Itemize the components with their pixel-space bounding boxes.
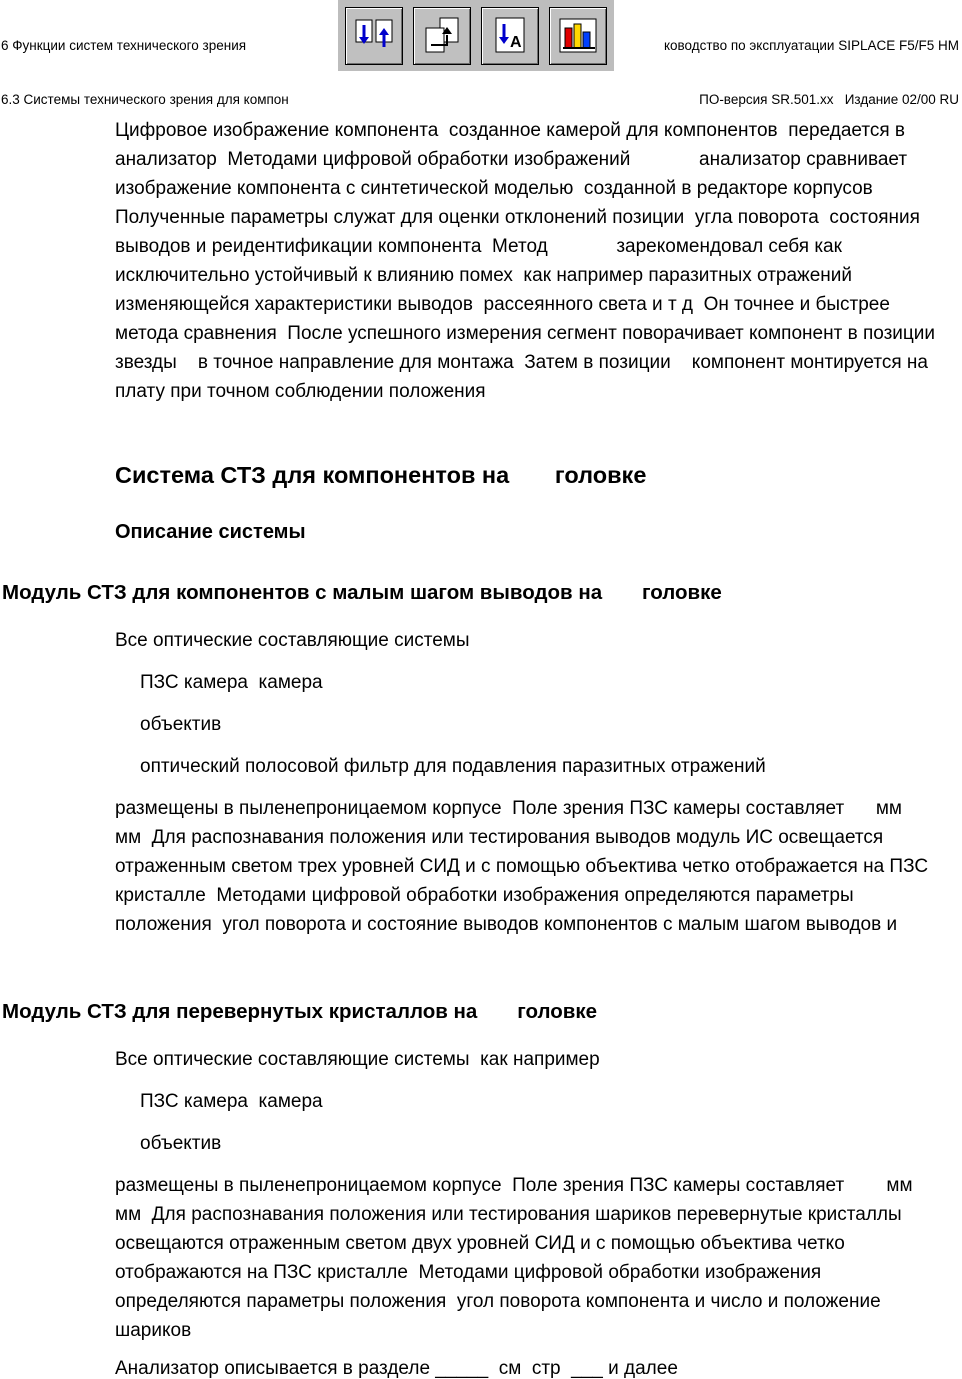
list-item: ПЗС камера камера xyxy=(140,672,323,693)
pages-sync-arrows-icon xyxy=(351,13,397,59)
toolbar-button-pages-sync[interactable] xyxy=(345,7,403,65)
toolbar xyxy=(338,0,614,71)
header-manual-title: ководство по эксплуатации SIPLACE F5/F5 HM xyxy=(663,38,959,53)
section-title: Система СТЗ для компонентов на головке xyxy=(115,462,647,488)
module1-body: размещены в пыленепроницаемом корпусе Поле зрения ПЗС камеры составляет мм мм Для распознавания положения или тестирования выводов модуль ИС освещается отраженным светом трех уровней СИД и с помощью объектива четко отображается на ПЗС кристалле Методами цифровой обработки изображения определяются параметры положения угол поворота и состояние выводов компонентов с малым шагом выводов и xyxy=(115,798,934,935)
svg-text:A: A xyxy=(510,33,522,51)
page-forward-arrow-icon xyxy=(419,13,465,59)
list-item: оптический полосовой фильтр для подавления паразитных отражений xyxy=(140,756,766,777)
header-chapter-line: 6 Функции систем технического зрения xyxy=(1,38,247,53)
list-item: объектив xyxy=(140,714,222,735)
page-body xyxy=(0,116,962,1379)
header-version-line: ПО-версия SR.501.xx Издание 02/00 RU xyxy=(699,92,959,107)
intro-paragraph: Цифровое изображение компонента созданное камерой для компонентов передается в анализатор Методами цифровой обработки изображений анализатор сравнивает изображение компонента с синтетической моделью созданной в редакторе корпусов Полученные параметры служат для оценки отклонений позиции угла поворота состояния выводов и реидентификации компонента Метод зарекомендовал себя как исключительно устойчивый к влиянию помех как например паразитных отражений изменяющейся характеристики выводов рассеянного света и т д Он точнее и быстрее метода сравнения После успешного измерения сегмент поворачивает компонент в позиции звезды в точное направление для монтажа Затем в позиции компонент монтируется на плату при точном соблюдении положения xyxy=(115,120,941,402)
analyzer-reference-note: Анализатор описывается в разделе _____ см стр ___ и далее xyxy=(115,1358,678,1379)
list-item: ПЗС камера камера xyxy=(140,1091,323,1112)
toolbar-button-page-letter-a[interactable] xyxy=(481,7,539,65)
header-section-line: 6.3 Системы технического зрения для компон xyxy=(1,92,289,107)
list-item: объектив xyxy=(140,1133,222,1154)
subsection-title: Описание системы xyxy=(115,521,306,543)
module1-title: Модуль СТЗ для компонентов с малым шагом выводов на головке xyxy=(2,581,722,604)
module2-title: Модуль СТЗ для перевернутых кристаллов на головке xyxy=(2,1000,598,1023)
module1-lead: Все оптические составляющие системы xyxy=(115,630,470,651)
bar-chart-icon xyxy=(555,13,601,59)
module2-body: размещены в пыленепроницаемом корпусе Поле зрения ПЗС камеры составляет мм мм Для распознавания положения или тестирования шариков перевернутые кристаллы освещаются отраженным светом двух уровней СИД и с помощью объектива четко отображаются на ПЗС кристалле Методами цифровой обработки изображения определяются параметры положения угол поворота компонента и число и положение шариков xyxy=(115,1175,955,1341)
page-letter-a-arrow-icon xyxy=(487,13,533,59)
module2-lead: Все оптические составляющие системы как например xyxy=(115,1049,600,1070)
toolbar-button-page-forward[interactable] xyxy=(413,7,471,65)
toolbar-button-bar-chart[interactable] xyxy=(549,7,607,65)
